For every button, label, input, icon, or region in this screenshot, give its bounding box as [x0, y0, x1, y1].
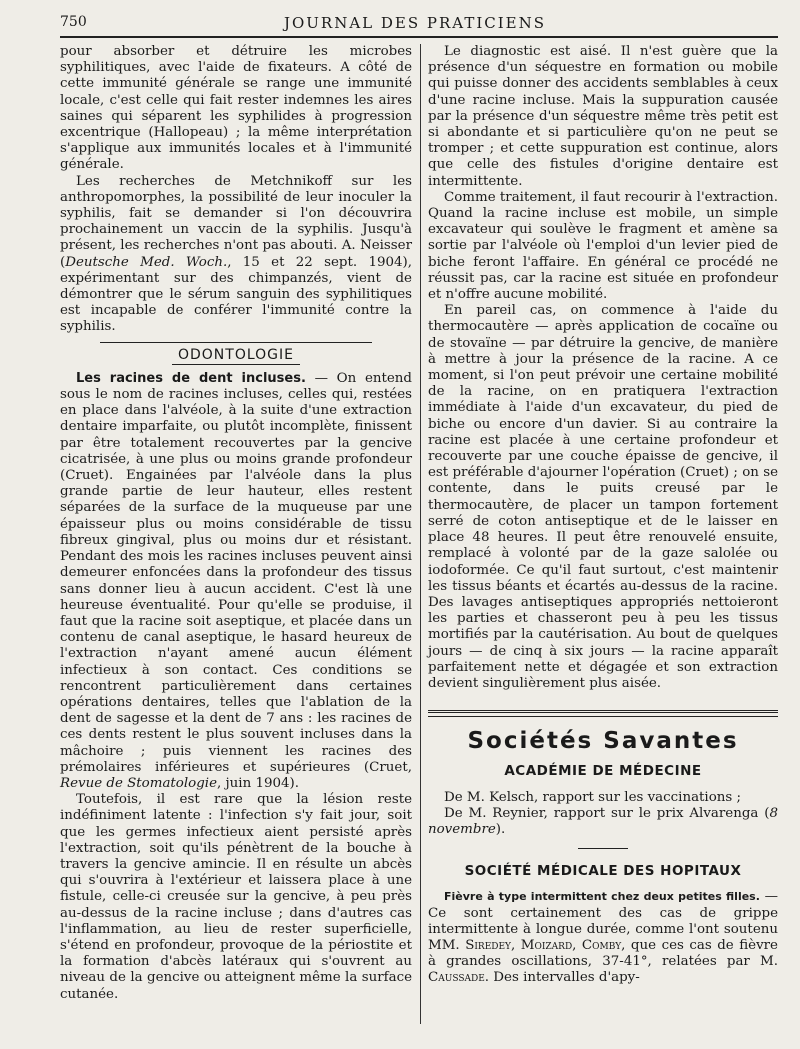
left-column	[60, 44, 412, 1003]
section-title-odontologie: ODONTOLOGIE	[172, 345, 300, 365]
reference-title: Deutsche Med. Woch.	[65, 254, 228, 270]
text-segment: ,	[511, 937, 521, 953]
author-name: Comby	[581, 937, 622, 953]
paragraph-traitement: Comme traitement, il faut recourir à l'extraction. Quand la racine incluse est mobile, un simple excavateur qui soulève le fragment et amène sa sortie par l'alvéole où l'emploi d'un levier pied de biche feront l'affaire. En général ce procédé ne réussit pas, car la racine est située en profondeur et n'offre aucune mobilité.	[428, 189, 778, 303]
paragraph-infection: Toutefois, il est rare que la lésion reste indéfiniment latente : l'infection s'y fait jour, soit que les germes infectieux aient persisté après l'extraction, soit qu'ils pénètrent de la bouche à travers la gencive amincie. Il en résulte un abcès qui s'ouvrira à l'extérieur et laissera place à une fistule, celle-ci creusée sur la gencive, à peu près au-dessus de la racine incluse ; dans d'autres cas l'inflammation, au lieu de rester superficielle, s'étend en profondeur, provoque de la périostite et la formation d'abcès latéraux qui s'ouvrent au niveau de la gencive ou atteignent même la surface cutanée.	[60, 792, 412, 1002]
author-name: Siredey	[465, 937, 511, 953]
paragraph-metchnikoff	[60, 174, 412, 336]
runin-title: Les racines de dent incluses.	[76, 370, 306, 386]
runin-title: Fièvre à type intermittent chez deux petites filles.	[444, 890, 760, 904]
section-rule	[100, 342, 372, 343]
paragraph-thermocautere: En pareil cas, on commence à l'aide du thermocautère — après application de cocaïne ou de stovaïne — par détruire la gencive, de manière à mettre à jour la présence de la racine. A ce moment, si l'on peut prévoir une certaine mobilité de la racine, on en pratiquera l'extraction immédiate à l'aide d'un excavateur, du pied de biche ou encore d'un davier. Si au contraire la racine est placée à une certaine profondeur et recouverte par une couche épaisse de gencive, il est préférable d'ajourner l'opération (Cruet) ; on se contente, dans le puits creusé par le thermocautère, de placer un tampon fortement serré de coton antiseptique et de le laisser en place 48 heures. Il peut être renouvelé ensuite, remplacé à volonté par de la gaze salolée ou iodoformée. Ce qu'il faut surtout, c'est maintenir les tissus béants et écartés au-dessus de la racine. Des lavages antiseptiques appropriés nettoieront les parties et chasseront peu à peu les tissus mortifiés par la cautérisation. Au bout de quelques jours — de cinq à six jours — la racine apparaît parfaitement nette et dégagée et son extraction devient singulièrement plus aisée.	[428, 303, 778, 691]
double-rule	[428, 710, 778, 717]
reference-title: Revue de Stomatologie	[60, 775, 217, 791]
text-segment: , 15 et 22 sept. 1904), expérimentant sur des chimpanzés, vient de démontrer que le sérum sanguin des syphilitiques est incapable de conférer l'immunité contre la syphilis.	[60, 254, 412, 335]
date-italic: 8 novembre	[428, 805, 778, 837]
paragraph-fievre	[428, 889, 778, 986]
header-rule	[60, 36, 778, 38]
societes-savantes-title: Sociétés Savantes	[467, 728, 739, 755]
academie-heading: ACADÉMIE DE MÉDECINE	[504, 763, 702, 780]
text-segment: ).	[495, 821, 506, 837]
academie-line-2	[428, 806, 778, 838]
paragraph-racines-incluses	[60, 371, 412, 792]
text-segment: , que ces cas de fièvre à grandes oscillations, 37-41°, relatées par M.	[428, 937, 778, 970]
text-segment: ,	[572, 937, 582, 953]
section-heading-block	[60, 342, 412, 367]
text-segment: — Ce sont certainement des cas de grippe intermittente à longue durée, comme l'ont soutenu MM.	[428, 889, 778, 953]
text-segment: , juin 1904).	[217, 775, 300, 791]
author-name: Caussade	[428, 970, 485, 986]
academie-line-1: De M. Kelsch, rapport sur les vaccinations ;	[444, 789, 742, 805]
short-rule	[578, 848, 628, 849]
text-segment: — On entend sous le nom de racines incluses, celles qui, restées en place dans l'alvéole, à la suite d'une extraction dentaire imparfaite, ou plutôt incomplète, finissent par être totalement recouvertes par la gencive cicatrisée, à une plus ou moins grande profondeur (Cruet). Engainées par l'alvéole dans la plus grande partie de leur hauteur, elles restent séparées de la surface de la muqueuse par une épaisseur plus ou moins considérable de tissu fibreux gingival, plus ou moins dur et résistant. Pendant des mois les racines incluses peuvent ainsi demeurer enfoncées dans la profondeur des tissus sans donner lieu à aucun accident. C'est là une heureuse éventualité. Pour qu'elle se produise, il faut que la racine soit aseptique, et placée dans un contenu de canal aseptique, le hasard heureux de l'extraction n'ayant amené aucun élément infectieux à son contact. Ces conditions se rencontrent particulièrement dans certaines opérations dentaires, telles que l'ablation de la dent de sagesse et la dent de 7 ans : les racines de ces dents restent le plus souvent incluses dans la mâchoire ; puis viennent les racines des prémolaires inférieures et supérieures (Cruet,	[60, 370, 412, 775]
paragraph-immunity: pour absorber et détruire les microbes syphilitiques, avec l'aide de fixateurs. A côté de cette immunité générale se range une immunité locale, c'est celle qui fait rester indemnes les aires saines qui séparent les syphilides à progression excentrique (Hallopeau) ; la même interprétation s'applique aux immunités locales et à l'immunité générale.	[60, 44, 412, 173]
journal-title: JOURNAL DES PRATICIENS	[283, 14, 547, 32]
right-column	[428, 44, 778, 987]
page-number: 750	[60, 14, 87, 30]
text-segment: Les recherches de Metchnikoff sur les anthropomorphes, la possibilité de leur inoculer la syphilis, fait se demander si l'on découvrira prochainement un vaccin de la syphilis. Jusqu'à présent, les recherches n'ont pas abouti. A. Neisser (	[60, 173, 412, 270]
column-divider	[420, 44, 421, 1024]
text-segment: De M. Reynier, rapport sur le prix Alvarenga (	[444, 805, 770, 821]
author-name: Moizard	[520, 937, 573, 953]
paragraph-diagnostic: Le diagnostic est aisé. Il n'est guère que la présence d'un séquestre en formation ou mobile qui puisse donner des accidents semblables à ceux d'une racine incluse. Mais la suppuration causée par la présence d'un séquestre même très petit est si abondante et si particulière qu'on ne peut se tromper ; et cette suppuration est continue, alors que celle des fistules d'origine dentaire est intermittente.	[428, 44, 778, 189]
text-segment: . Des intervalles d'apy-	[484, 970, 640, 986]
smh-heading: SOCIÉTÉ MÉDICALE DES HOPITAUX	[464, 863, 742, 880]
page-header	[60, 12, 770, 34]
